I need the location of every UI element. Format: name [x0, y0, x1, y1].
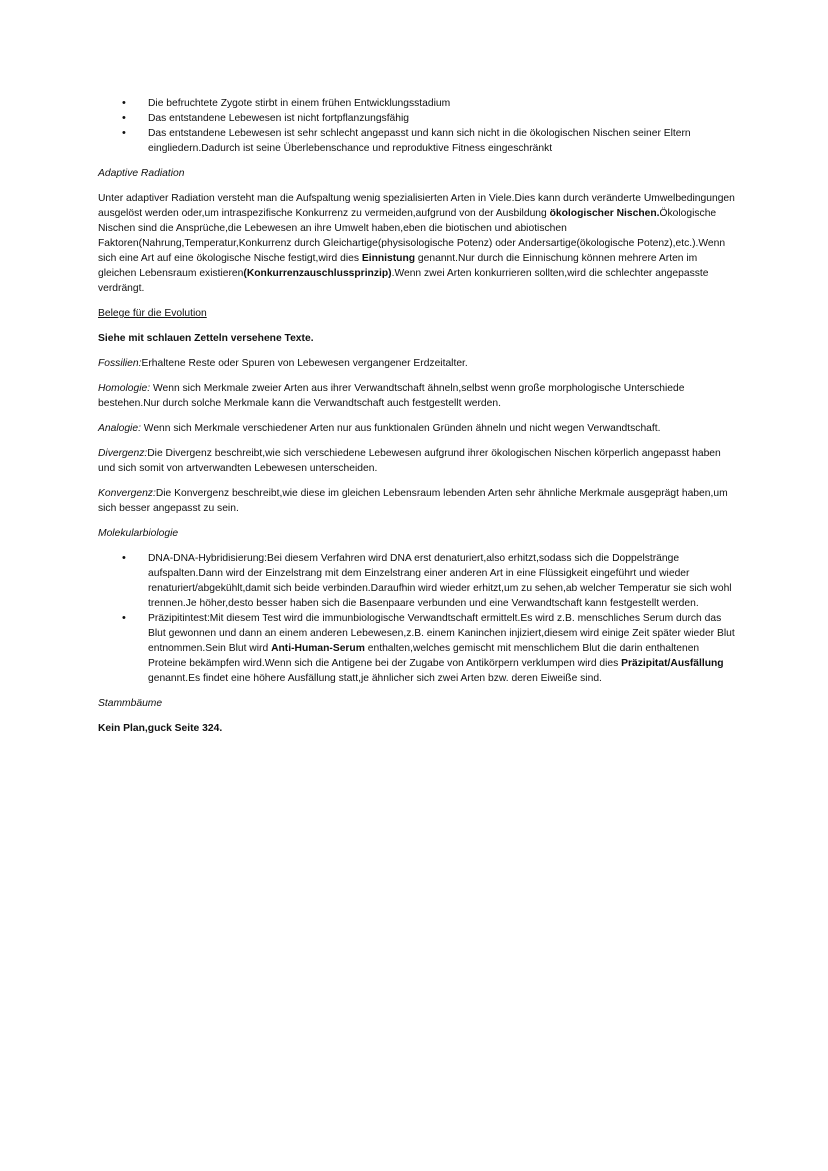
definition-text: Die Divergenz beschreibt,wie sich verschiedene Lebewesen aufgrund ihrer ökologischen Nischen körperlich angepasst haben und sich somit von artverwandten Lebewesen unterscheiden.	[98, 448, 721, 474]
stammbaeume-note: Kein Plan,guck Seite 324.	[98, 723, 223, 734]
definition-text: Die Konvergenz beschreibt,wie diese im gleichen Lebensraum lebenden Arten sehr ähnliche Merkmale ausgeprägt haben,um sich besser angepasst zu sein.	[98, 488, 728, 514]
definition-term: Fossilien:	[98, 358, 142, 369]
definition-text: Erhaltene Reste oder Spuren von Lebewesen vergangener Erdzeitalter.	[141, 358, 468, 369]
text-span: Präzipitintest:Mit diesem Test wird die immunbiologische Verwandtschaft ermittelt.Es wird z.B. menschliches Serum durch das Blut gewonnen und dann an einem anderen Lebewesen,z.B. einem Kaninchen injiziert,diesem wird einige Zeit später wieder Blut entnommen.Sein Blut wird	[148, 613, 735, 654]
list-item: • Die befruchtete Zygote stirbt in einem frühen Entwicklungsstadium	[98, 96, 738, 111]
text-span: Unter adaptiver Radiation versteht man die Aufspaltung wenig spezialisierten Arten in Viele.Dies kann durch veränderte Umwelbedingungen ausgelöst werden oder,um intraspezifische Konkurrenz zu vermeiden,aufgrund von der Ausbildung	[98, 193, 735, 219]
definition-divergenz	[98, 446, 738, 476]
bold-term: Anti-Human-Serum	[271, 643, 365, 654]
text-span: Ökologische Nischen sind die Ansprüche,die Lebewesen an ihre Umwelt haben,eben die biotischen und abiotischen Faktoren(Nahrung,Temperatur,Konkurrenz durch Gleichartige(physisologische Potenz) oder Andersartige(ökologische Potenz),etc.).Wenn sich eine Art auf eine ökologische Nische festigt,wird dies	[98, 208, 726, 264]
document-page	[98, 96, 738, 746]
section-heading-molekularbiologie: Molekularbiologie	[98, 528, 179, 539]
section-heading-belege: Belege für die Evolution	[98, 308, 207, 319]
definition-term: Analogie:	[98, 423, 141, 434]
intro-list	[98, 96, 738, 156]
belege-note: Siehe mit schlauen Zetteln versehene Texte.	[98, 333, 314, 344]
definition-fossilien	[98, 356, 738, 371]
definition-term: Homologie:	[98, 383, 151, 394]
definition-konvergenz	[98, 486, 738, 516]
section-heading-adaptive-radiation: Adaptive Radiation	[98, 168, 185, 179]
bold-term: Einnistung	[361, 253, 416, 264]
text-span: .Wenn zwei Arten konkurrieren sollten,wird die schlechter angepasste verdrängt.	[98, 268, 709, 294]
list-item: • Das entstandene Lebewesen ist sehr schlecht angepasst und kann sich nicht in die ökologischen Nischen seiner Eltern eingliedern.Dadurch ist seine Überlebenschance und reproduktive Fitness eingeschränkt	[98, 126, 738, 156]
list-item: • Das entstandene Lebewesen ist nicht fortpflanzungsfähig	[98, 111, 738, 126]
definition-analogie	[98, 421, 738, 436]
definition-term: Divergenz:	[98, 448, 148, 459]
molekular-list	[98, 551, 738, 686]
list-item	[98, 611, 738, 686]
definition-homologie	[98, 381, 738, 411]
definition-text: Wenn sich Merkmale verschiedener Arten nur aus funktionalen Gründen ähneln und nicht wegen Verwandtschaft.	[140, 423, 661, 434]
definition-text: Wenn sich Merkmale zweier Arten aus ihrer Verwandtschaft ähneln,selbst wenn große morphologische Unterschiede bestehen.Nur durch solche Merkmale kann die Verwandtschaft auch festgestellt werden.	[98, 383, 685, 409]
paragraph-adaptive-radiation	[98, 191, 738, 296]
bold-term: Präzipitat/Ausfällung	[621, 658, 724, 669]
list-item: • DNA-DNA-Hybridisierung:Bei diesem Verfahren wird DNA erst denaturiert,also erhitzt,sodass sich die Doppelstränge aufspalten.Dann wird der Einzelstrang mit dem Einzelstrang einer anderen Art in eine Flüssigkeit eingeführt und wieder renaturiert/abgekühlt,damit sich beide verbinden.Daraufhin wird wieder erhitzt,um zu sehen,ab welcher Temperatur sie sich wohl trennen.Je höher,desto besser haben sich die Basenpaare verbunden und eine Verwandtschaft kann festgestellt werden.	[98, 551, 738, 611]
definition-term: Konvergenz:	[98, 488, 156, 499]
text-span: enthalten,welches gemischt mit menschlichem Blut die darin enthaltenen Proteine bekämpfen wird.Wenn sich die Antigene bei der Zugabe von Antikörpern verklumpen wird dies	[148, 643, 700, 669]
section-heading-stammbaeume: Stammbäume	[98, 698, 163, 709]
bold-term: (Konkurrenzauschlussprinzip)	[243, 268, 392, 279]
bold-term: ökologischer Nischen.	[549, 208, 660, 219]
text-span: genannt.Es findet eine höhere Ausfällung statt,je ähnlicher sich zwei Arten bzw. deren Eiweiße sind.	[148, 673, 602, 684]
text-span: genannt.Nur durch die Einnischung können mehrere Arten im gleichen Lebensraum existieren	[98, 253, 698, 279]
